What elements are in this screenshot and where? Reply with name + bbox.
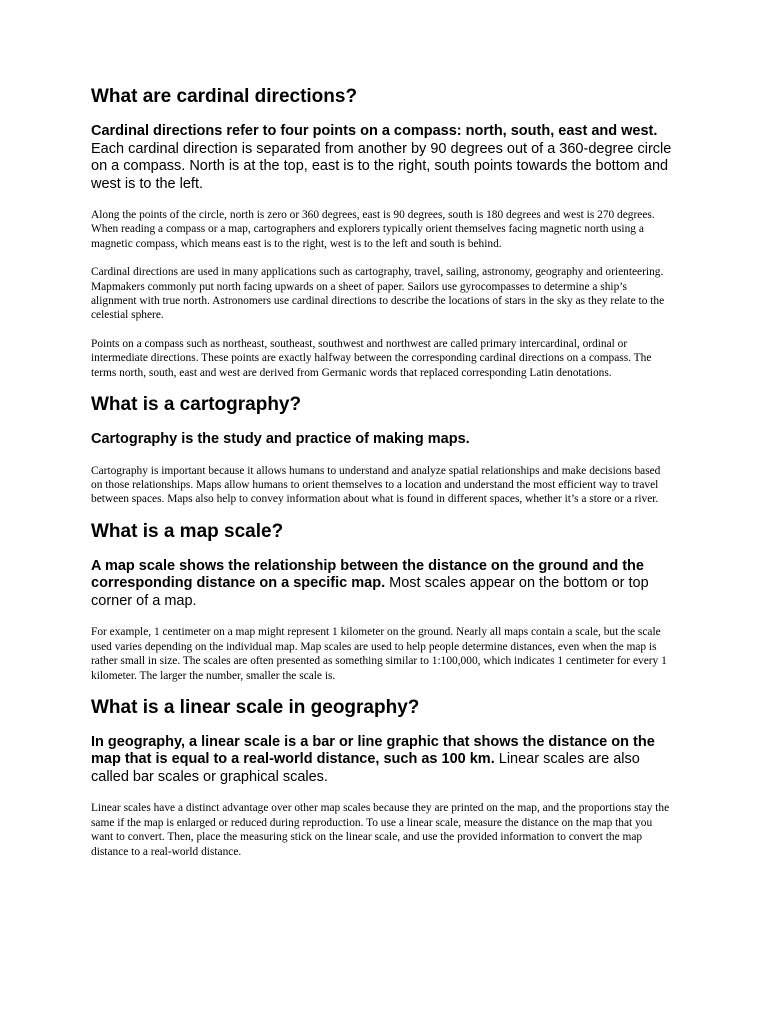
section-heading: What are cardinal directions? bbox=[91, 86, 358, 107]
body-paragraph: Cartography is important because it allows humans to understand and analyze spatial relationships and make decisions based on those relationships. Maps allow humans to orient themselves to a location and understand the most efficient way to travel between spaces. Maps also help to convey information about what is found in different spaces, whether it’s a store or a river. bbox=[91, 464, 661, 506]
section-lead bbox=[91, 431, 674, 449]
section-lead bbox=[91, 123, 674, 193]
section-linear-scale bbox=[91, 695, 674, 859]
section-lead bbox=[91, 558, 674, 611]
section-map-scale bbox=[91, 519, 674, 683]
body-paragraph: Cardinal directions are used in many applications such as cartography, travel, sailing, astronomy, geography and orienteering. Mapmakers commonly put north facing upwards on a sheet of paper. Sailors use gyrocompasses to determine a ship’s alignment with true north. Astronomers use cardinal directions to describe the locations of stars in the sky as they relate to the celestial sphere. bbox=[91, 266, 665, 322]
document-page bbox=[91, 84, 674, 873]
body-paragraph: Along the points of the circle, north is zero or 360 degrees, east is 90 degrees, south is 180 degrees and west is 270 degrees. When reading a compass or a map, cartographers and explorers typically orient themselves facing magnetic north using a magnetic compass, which means east is to the right, west is to the left and south is behind. bbox=[91, 209, 655, 250]
section-cartography bbox=[91, 392, 674, 507]
lead-text: Each cardinal direction is separated from another by 90 degrees out of a 360-degree circle on a compass. North is at the top, east is to the right, south points towards the bottom and west is to the left. bbox=[91, 140, 672, 192]
body-paragraph: Points on a compass such as northeast, southeast, southwest and northwest are called primary intercardinal, ordinal or intermediate directions. These points are exactly halfway between the corresponding cardinal directions on a compass. The terms north, south, east and west are derived from Germanic words that replaced corresponding Latin denotations. bbox=[91, 337, 652, 379]
section-lead bbox=[91, 734, 674, 787]
body-paragraph: Linear scales have a distinct advantage over other map scales because they are printed on the map, and the proportions stay the same if the map is enlarged or reduced during reproduction. To use a linear scale, measure the distance on the map that you want to convert. Then, place the measuring stick on the linear scale, and use the provided information to convert the map distance to a real-world distance. bbox=[91, 802, 670, 858]
body-paragraph: For example, 1 centimeter on a map might represent 1 kilometer on the ground. Nearly all maps contain a scale, but the scale used varies depending on the individual map. Map scales are used to help people determine distances, even when the map is rather small in size. The scales are often presented as something similar to 1:100,000, which indicates 1 centimeter for every 1 kilometer. The larger the number, smaller the scale is. bbox=[91, 626, 667, 682]
section-cardinal-directions bbox=[91, 84, 674, 380]
lead-bold-text: A map scale shows the relationship between the distance on the ground and the corresponding distance on a specific map. bbox=[91, 557, 644, 592]
lead-text: Linear scales are also called bar scales or graphical scales. bbox=[91, 751, 640, 785]
section-heading: What is a linear scale in geography? bbox=[91, 696, 420, 718]
lead-bold-text: In geography, a linear scale is a bar or line graphic that shows the distance on the map that is equal to a real-world distance, such as 100 km. bbox=[91, 733, 655, 768]
lead-bold-text: Cartography is the study and practice of making maps. bbox=[91, 431, 470, 448]
section-heading: What is a cartography? bbox=[91, 394, 302, 416]
section-heading: What is a map scale? bbox=[91, 520, 284, 542]
lead-bold-text: Cardinal directions refer to four points on a compass: north, south, east and west. bbox=[91, 123, 658, 139]
lead-text: Most scales appear on the bottom or top corner of a map. bbox=[91, 575, 649, 609]
